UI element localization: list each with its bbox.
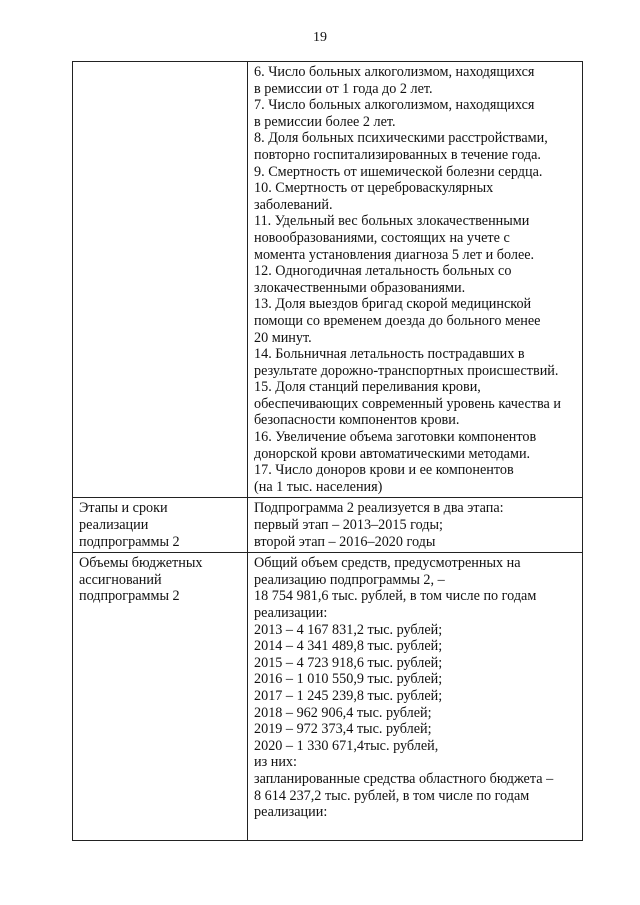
text-line: 14. Больничная летальность пострадавших в: [254, 346, 525, 363]
text-line: заболеваний.: [254, 196, 333, 213]
text-line: помощи со временем доезда до больного менее: [254, 312, 541, 329]
text-line: 2017 – 1 245 239,8 тыс. рублей;: [254, 687, 443, 704]
text-line: 13. Доля выездов бригад скорой медицинской: [254, 296, 532, 313]
text-line: момента установления диагноза 5 лет и более.: [254, 246, 535, 263]
text-line: ассигнований: [79, 571, 162, 588]
text-line: подпрограммы 2: [79, 533, 180, 550]
text-line: 2018 – 962 906,4 тыс. рублей;: [254, 704, 432, 721]
text-line: Подпрограмма 2 реализуется в два этапа:: [254, 500, 504, 517]
text-line: 7. Число больных алкоголизмом, находящихся: [254, 97, 535, 114]
text-line: 12. Одногодичная летальность больных со: [254, 263, 512, 280]
text-line: обеспечивающих современный уровень качества и: [254, 395, 561, 412]
text-line: 2015 – 4 723 918,6 тыс. рублей;: [254, 654, 443, 671]
text-line: 16. Увеличение объема заготовки компонентов: [254, 429, 537, 446]
text-line: из них:: [254, 754, 297, 771]
text-line: 2013 – 4 167 831,2 тыс. рублей;: [254, 621, 443, 638]
table-cell-content: [248, 62, 583, 498]
text-line: Этапы и сроки: [79, 500, 168, 517]
text-line: новообразованиями, состоящих на учете с: [254, 229, 510, 246]
text-line: реализации: [79, 517, 149, 534]
page-number: 19: [313, 30, 327, 45]
text-line: 2016 – 1 010 550,9 тыс. рублей;: [254, 671, 443, 688]
text-line: 2019 – 972 373,4 тыс. рублей;: [254, 721, 432, 738]
text-line: 2020 – 1 330 671,4тыс. рублей,: [254, 737, 439, 754]
table-cell-content: [248, 553, 583, 841]
text-line: в ремиссии более 2 лет.: [254, 113, 396, 130]
text-line: 8. Доля больных психическими расстройствами,: [254, 130, 548, 147]
table-row-indicators: [73, 62, 583, 498]
text-line: результате дорожно-транспортных происшествий.: [254, 362, 559, 379]
table-row-stages: [73, 498, 583, 553]
table-cell-label: [73, 62, 248, 498]
text-line: второй этап – 2016–2020 годы: [254, 533, 436, 550]
text-line: донорской крови автоматическими методами.: [254, 445, 531, 462]
text-line: реализации:: [254, 804, 328, 821]
text-line: подпрограммы 2: [79, 588, 180, 605]
text-line: Общий объем средств, предусмотренных на: [254, 555, 521, 572]
text-line: повторно госпитализированных в течение года.: [254, 146, 541, 163]
text-line: реализации:: [254, 605, 328, 621]
text-line: в ремиссии от 1 года до 2 лет.: [254, 80, 433, 97]
text-line: первый этап – 2013–2015 годы;: [254, 517, 443, 534]
text-line: 10. Смертность от цереброваскулярных: [254, 180, 494, 197]
table-cell-label: [73, 498, 248, 553]
text-line: Объемы бюджетных: [79, 555, 203, 572]
text-line: 11. Удельный вес больных злокачественными: [254, 213, 530, 230]
text-line: 17. Число доноров крови и ее компонентов: [254, 462, 514, 479]
text-line: запланированные средства областного бюджета –: [254, 770, 554, 787]
text-line: 15. Доля станций переливания крови,: [254, 379, 481, 396]
table-cell-content: [248, 498, 583, 553]
text-line: 18 754 981,6 тыс. рублей, в том числе по годам: [254, 588, 537, 605]
text-line: 20 минут.: [254, 329, 312, 346]
table-cell-label: [73, 553, 248, 841]
text-line: 6. Число больных алкоголизмом, находящихся: [254, 64, 535, 80]
text-line: 9. Смертность от ишемической болезни сердца.: [254, 163, 543, 180]
text-line: (на 1 тыс. населения): [254, 478, 383, 495]
text-line: 8 614 237,2 тыс. рублей, в том числе по годам: [254, 787, 530, 804]
table-row-budget: [73, 553, 583, 841]
text-line: реализацию подпрограммы 2, –: [254, 571, 445, 588]
text-line: злокачественными образованиями.: [254, 279, 466, 296]
text-line: безопасности компонентов крови.: [254, 412, 460, 429]
text-line: 2014 – 4 341 489,8 тыс. рублей;: [254, 638, 443, 655]
program-table: [72, 61, 583, 841]
